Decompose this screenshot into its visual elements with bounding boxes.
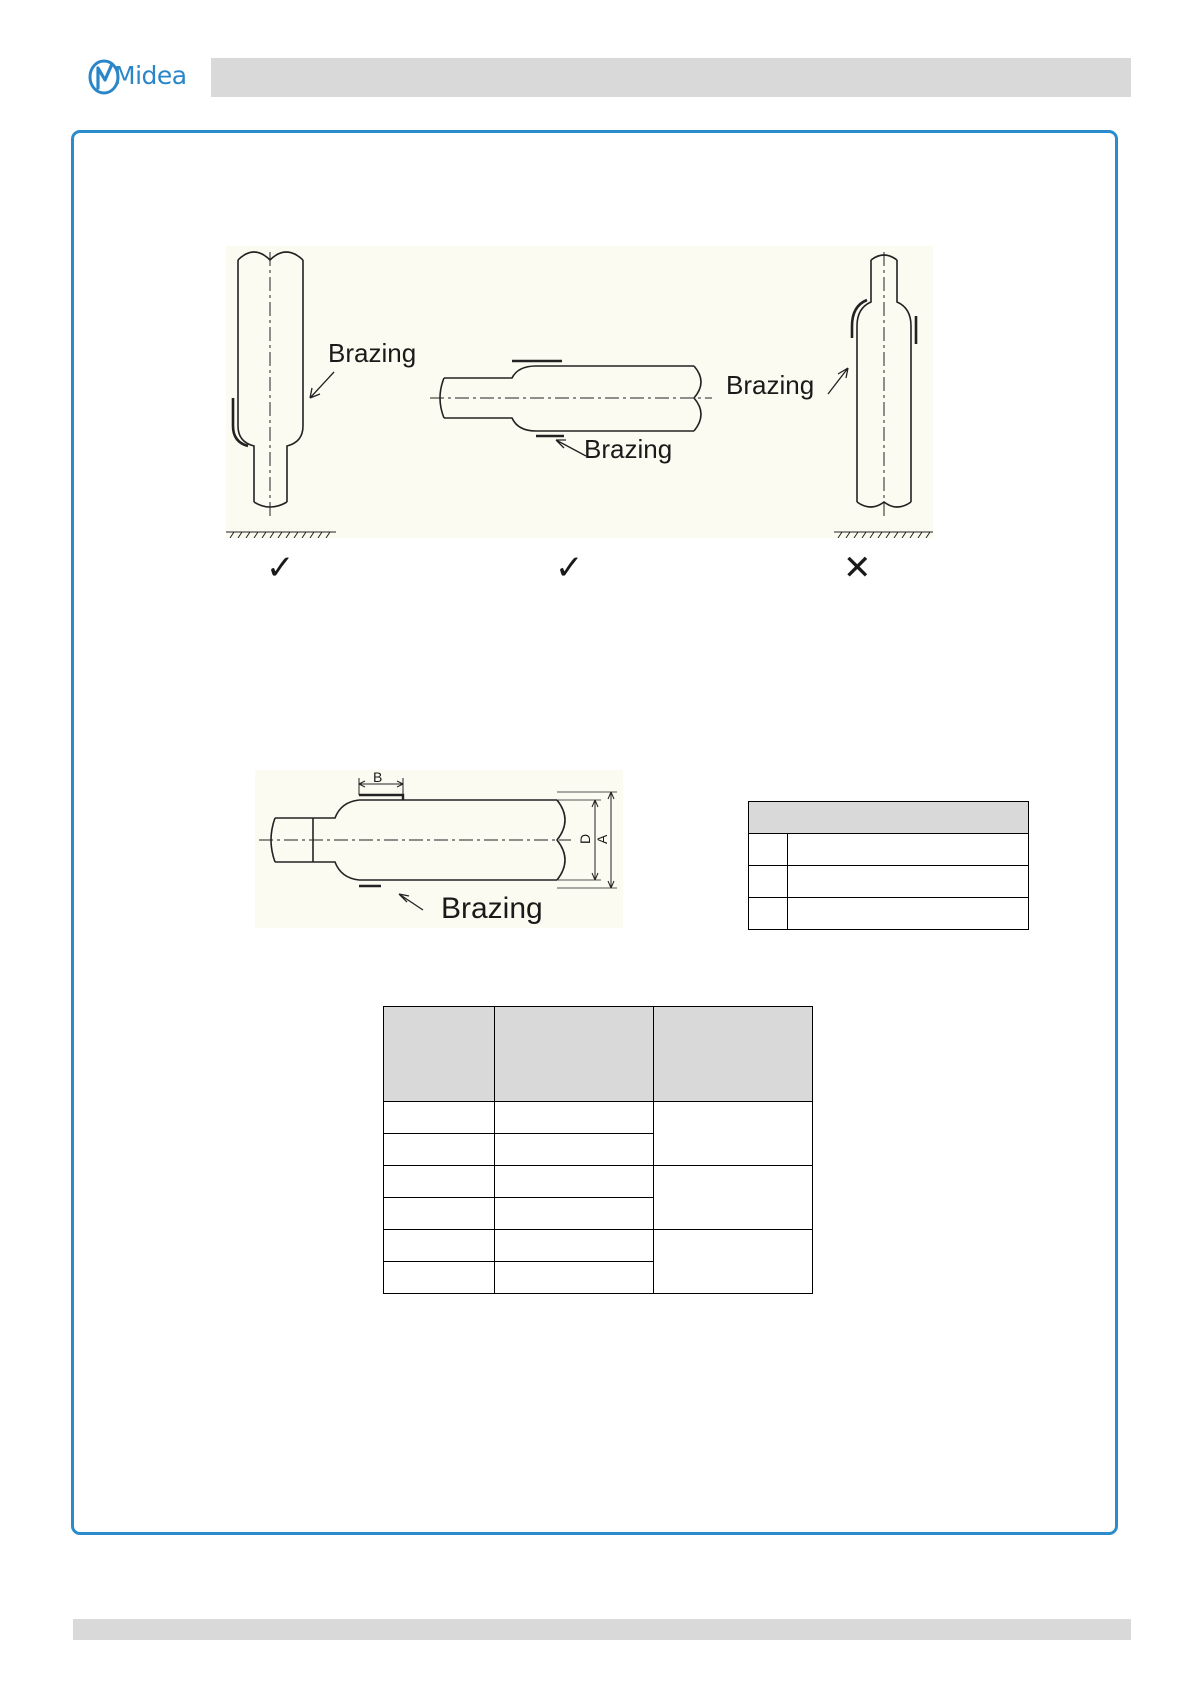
table-cell — [749, 866, 788, 898]
table-cell-merged — [654, 1166, 813, 1230]
table-row — [749, 834, 1029, 866]
orientation-marks — [226, 548, 933, 588]
table-cell — [495, 1102, 654, 1134]
brazing-label-dimension: Brazing — [441, 892, 543, 925]
table-row — [384, 1166, 813, 1198]
pipe-size-table — [383, 1006, 813, 1294]
dim-b-label: B — [373, 770, 383, 785]
table-header-row — [749, 802, 1029, 834]
table-cell — [788, 866, 1029, 898]
table-header-row — [384, 1007, 813, 1102]
table-cell-merged — [654, 1102, 813, 1166]
dim-a-label: A — [594, 834, 610, 844]
table-cell — [495, 1230, 654, 1262]
table-cell-merged — [654, 1230, 813, 1294]
table-cell — [495, 1198, 654, 1230]
brazing-label-right: Brazing — [726, 370, 815, 400]
table-cell — [384, 1166, 495, 1198]
table-row — [749, 898, 1029, 930]
table-cell — [384, 1102, 495, 1134]
table-header-cell — [384, 1007, 495, 1102]
check-icon: ✓ — [266, 548, 295, 588]
brazing-orientation-figure — [226, 246, 933, 538]
dim-d-label: D — [577, 833, 593, 844]
table-cell — [749, 834, 788, 866]
brazing-dimension-figure — [255, 770, 623, 928]
brazing-label-left: Brazing — [328, 338, 417, 368]
table-header-cell — [749, 802, 1029, 834]
table-cell — [788, 834, 1029, 866]
logo-text: Midea — [114, 61, 187, 90]
midea-logo — [88, 52, 198, 100]
table-cell — [384, 1230, 495, 1262]
table-cell — [384, 1198, 495, 1230]
dimension-key-table — [748, 801, 1029, 930]
table-cell — [384, 1262, 495, 1294]
brazing-label-middle: Brazing — [584, 434, 673, 464]
table-cell — [495, 1166, 654, 1198]
check-icon: ✓ — [555, 548, 584, 588]
table-header-cell — [654, 1007, 813, 1102]
table-cell — [749, 898, 788, 930]
table-cell — [495, 1262, 654, 1294]
table-cell — [384, 1134, 495, 1166]
table-cell — [495, 1134, 654, 1166]
table-row — [384, 1102, 813, 1134]
table-row — [384, 1230, 813, 1262]
table-row — [749, 866, 1029, 898]
table-header-cell — [495, 1007, 654, 1102]
footer-bar — [73, 1619, 1131, 1640]
table-cell — [788, 898, 1029, 930]
cross-icon: ✕ — [843, 548, 872, 588]
header-bar — [211, 58, 1131, 97]
